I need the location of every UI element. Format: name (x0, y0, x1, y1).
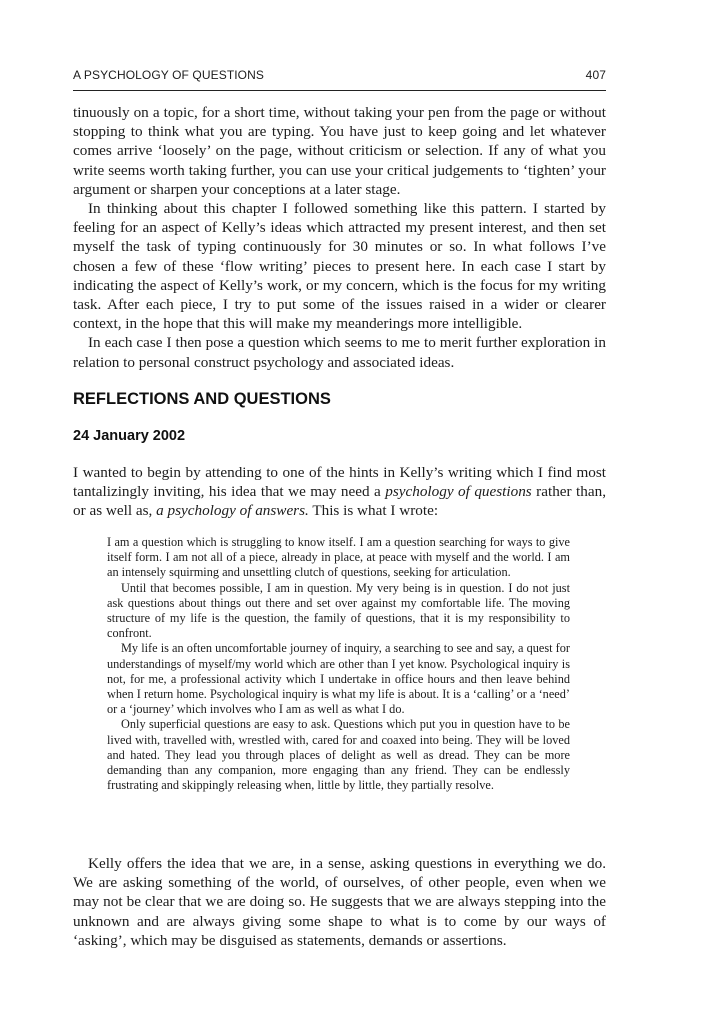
lead-in-italic-2: a psychology of answers. (156, 502, 309, 520)
intro-paragraph-1: tinuously on a topic, for a short time, without taking your pen from the page or without stopping to think what you are typing. You have just to keep going and let whatever comes arrive ‘loosely’ on the page, without criticism or selection. If any of what you write seems worth taking further, you can use your critical judgements to ‘tighten’ your argument or sharpen your conceptions at a later stage. (73, 104, 606, 198)
quote-paragraph-4: Only superficial questions are easy to ask. Questions which put you in question have to be lived with, travelled with, wrestled with, cared for and coaxed into being. They will be loved and hated. They lead you through places of delight as well as dread. They can be more demanding than any companion, more engaging than any friend. They can be endlessly frustrating and skippingly releasing when, little by little, they partially resolve. (107, 717, 570, 793)
block-quote (107, 535, 570, 793)
intro-paragraph-2: In thinking about this chapter I followed something like this pattern. I started by feeling for an aspect of Kelly’s ideas which attracted my present interest, and then set myself the task of typing continuously for 30 minutes or so. In what follows I’ve chosen a few of these ‘flow writing’ pieces to present here. In each case I start by indicating the aspect of Kelly’s work, or my concern, which is the focus for my writing task. After each piece, I try to put some of the issues raised in a wider or clearer context, in the hope that this will make my meanderings more intelligible. (73, 200, 606, 333)
running-title: A PSYCHOLOGY OF QUESTIONS (73, 68, 264, 82)
lead-in-paragraph (73, 463, 606, 521)
closing-section (73, 854, 606, 950)
lead-in-text-2: rather than, or as well as, (73, 483, 606, 520)
section-heading: REFLECTIONS AND QUESTIONS (73, 390, 331, 408)
lead-in-italic-1: psychology of questions (385, 483, 532, 501)
running-header (73, 68, 606, 82)
closing-paragraph: Kelly offers the idea that we are, in a sense, asking questions in everything we do. We are asking something of the world, of ourselves, of other people, even when we may not be clear that we are doing so. He suggests that we are always stepping into the unknown and are always giving some shape to what is to come by our ways of ‘asking’, which may be disguised as statements, demands or assertions. (73, 855, 606, 949)
lead-in-text-1: I wanted to begin by attending to one of the hints in Kelly’s writing which I find most tantalizingly inviting, his idea that we may need a (73, 464, 606, 501)
intro-section (73, 103, 606, 372)
intro-paragraph-3: In each case I then pose a question which seems to me to merit further exploration in relation to personal construct psychology and associated ideas. (73, 334, 606, 371)
quote-paragraph-3: My life is an often uncomfortable journey of inquiry, a searching to see and say, a quest for understandings of myself/my world which are other than I yet know. Psychological inquiry is not, for me, a professional activity which I undertake in office hours and then leave behind when I return home. Psychological inquiry is what my life is about. It is a ‘calling’ or a ‘need’ or a ‘journey’ which involves who I am as well as what I do. (107, 641, 570, 717)
header-rule (73, 90, 606, 91)
lead-in-text-3: This is what I wrote: (308, 502, 439, 520)
page-number: 407 (585, 68, 606, 82)
quote-paragraph-2: Until that becomes possible, I am in question. My very being is in question. I do not just ask questions about things out there and set over against my comfortable life. The moving structure of my life is the question, the family of questions, that it is my responsibility to confront. (107, 580, 570, 641)
lead-in-section (73, 463, 606, 521)
date-heading: 24 January 2002 (73, 428, 186, 444)
quote-paragraph-1: I am a question which is struggling to know itself. I am a question searching for ways to give itself form. I am not all of a piece, already in place, at peace with myself and the world. I am an intensely squirming and unsettling clutch of questions, seeking for articulation. (107, 535, 570, 580)
